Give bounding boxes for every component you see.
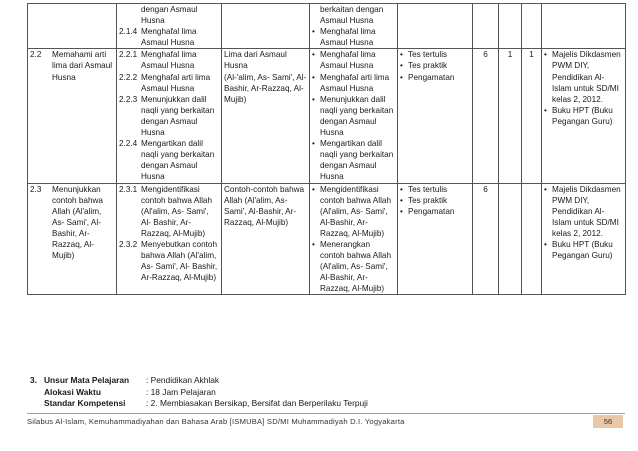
- table-row: [28, 49, 626, 183]
- item-number: [119, 4, 141, 26]
- item-number: 2.2.4: [119, 139, 138, 149]
- bullet-item: [400, 72, 470, 83]
- item-text: berkaitan dengan Asmaul Husna: [320, 5, 384, 26]
- item-text: Menghafal lima Asmaul Husna: [320, 50, 376, 71]
- material-text: Lima dari Asmaul Husna: [224, 50, 287, 71]
- time-allocation-cell: [473, 4, 499, 49]
- bullet-icon: •: [544, 105, 547, 115]
- activity-cell: [310, 183, 398, 295]
- time-allocation-cell: [499, 4, 522, 49]
- item-text: Menunjukkan dalil naqli yang berkaitan dengan Asmaul Husna: [141, 94, 215, 138]
- item-text: Menunjukkan dalil naqli yang berkaitan dengan Asmaul Husna: [320, 94, 394, 138]
- item-text: Buku HPT (Buku Pegangan Guru): [552, 105, 613, 126]
- info-label: Standar Kompetensi: [44, 398, 126, 408]
- bullet-icon: •: [312, 50, 315, 60]
- bullet-icon: •: [400, 206, 403, 216]
- bullet-icon: •: [312, 72, 315, 82]
- item-number: 2.3.1: [119, 184, 138, 194]
- info-value: : Pendidikan Akhlak: [146, 375, 220, 385]
- indicator-cell: [117, 4, 222, 49]
- table-row: [28, 183, 626, 295]
- item-number: 2.3: [30, 184, 42, 194]
- syllabus-table: [27, 3, 626, 295]
- info-number: 3.: [30, 375, 37, 385]
- item-text: Menghafal lima Asmaul Husna: [141, 27, 197, 48]
- time-allocation-cell: [499, 183, 522, 295]
- bullet-icon: •: [400, 195, 403, 205]
- item-number: 2.2: [30, 50, 42, 60]
- numbered-item: [119, 239, 219, 283]
- bullet-item: [400, 206, 470, 217]
- indicator-cell: [117, 183, 222, 295]
- time-allocation-cell: 1: [522, 49, 542, 183]
- item-number: 2.2.2: [119, 72, 138, 82]
- source-cell: [542, 4, 626, 49]
- item-text: Menghafal lima Asmaul Husna: [320, 27, 376, 48]
- numbered-item: [119, 4, 219, 26]
- competency-cell: [28, 4, 117, 49]
- info-label: Unsur Mata Pelajaran: [44, 375, 130, 385]
- item-number: 2.3.2: [119, 239, 138, 249]
- item-text: Menghafal arti lima Asmaul Husna: [320, 72, 390, 93]
- item-text: Mengidentifikasi contoh bahwa Allah (Al'alim, As- Sami', Al- Bashir, Ar-Razzaq, Al-Mujib): [141, 184, 213, 238]
- bullet-icon: •: [544, 184, 547, 194]
- numbered-item: [119, 138, 219, 182]
- bullet-item: [312, 94, 395, 138]
- bullet-icon: •: [400, 50, 403, 60]
- numbered-item: [30, 49, 114, 82]
- bullet-icon: •: [312, 27, 315, 37]
- item-text: Tes praktik: [408, 195, 448, 205]
- item-number: 2.1.4: [119, 27, 138, 37]
- assessment-cell: [398, 49, 473, 183]
- bullet-item: [544, 239, 623, 261]
- bullet-icon: •: [400, 184, 403, 194]
- page-footer: [27, 413, 625, 428]
- bullet-item: [312, 72, 395, 94]
- numbered-item: [119, 26, 219, 48]
- item-text: Memahami arti lima dari Asmaul Husna: [52, 50, 113, 82]
- info-row-competency: [30, 398, 368, 410]
- table-row: [28, 4, 626, 49]
- time-allocation-cell: 6: [473, 183, 499, 295]
- info-row-time: [30, 387, 368, 399]
- source-cell: [542, 183, 626, 295]
- item-text: Tes tertulis: [408, 184, 448, 194]
- time-allocation-cell: [522, 183, 542, 295]
- bullet-item: [544, 105, 623, 127]
- bullet-item: [312, 49, 395, 71]
- bullet-item: [544, 184, 623, 239]
- assessment-cell: [398, 183, 473, 295]
- bullet-item: [312, 4, 395, 26]
- competency-cell: [28, 183, 117, 295]
- bullet-item: [312, 239, 395, 294]
- bullet-icon: •: [312, 184, 315, 194]
- bullet-icon: •: [400, 72, 403, 82]
- numbered-item: [119, 94, 219, 138]
- material-text: Contoh-contoh bahwa Allah (Al'alim, As- Sami', Al-Bashir, Ar-Razzaq, Al-Mujib): [224, 184, 305, 227]
- activity-cell: [310, 49, 398, 183]
- indicator-cell: [117, 49, 222, 183]
- bullet-icon: •: [312, 94, 315, 104]
- item-text: Menghafal lima Asmaul Husna: [141, 50, 197, 71]
- info-label: Alokasi Waktu: [44, 386, 101, 397]
- info-row-subject: [30, 375, 368, 387]
- item-text: Mengidentifikasi contoh bahwa Allah (Al'alim, As- Sami', Al-Bashir, Ar-Razzaq, Al-Mujib): [320, 184, 392, 238]
- item-text: Majelis Dikdasmen PWM DIY, Pendidikan Al-Islam untuk SD/MI kelas 2, 2012.: [552, 50, 621, 104]
- activity-cell: [310, 4, 398, 49]
- numbered-item: [30, 184, 114, 262]
- bullet-item: [400, 60, 470, 71]
- numbered-item: [119, 49, 219, 71]
- item-text: Pengamatan: [408, 72, 455, 82]
- item-number: 2.2.3: [119, 94, 138, 104]
- item-text: Tes praktik: [408, 61, 448, 71]
- item-text: Mengartikan dalil naqli yang berkaitan dengan Asmaul Husna: [320, 139, 394, 182]
- competency-cell: [28, 49, 117, 183]
- bullet-icon: •: [312, 239, 315, 249]
- numbered-item: [119, 184, 219, 239]
- time-allocation-cell: 6: [473, 49, 499, 183]
- time-allocation-cell: [522, 4, 542, 49]
- bullet-item: [312, 138, 395, 182]
- bullet-item: [400, 195, 470, 206]
- source-cell: [542, 49, 626, 183]
- item-text: dengan Asmaul Husna: [141, 5, 198, 26]
- bullet-item: [400, 184, 470, 195]
- bullet-icon: •: [312, 139, 315, 149]
- subject-info: [30, 375, 368, 410]
- page-number: 56: [593, 415, 623, 428]
- bullet-item: [544, 49, 623, 104]
- info-value: : 2. Membiasakan Bersikap, Bersifat dan Berperilaku Terpuji: [146, 398, 368, 408]
- item-text: Buku HPT (Buku Pegangan Guru): [552, 239, 613, 261]
- item-text: Menyebutkan contoh bahwa Allah (Al'alim, As- Sami', Al- Bashir, Ar-Razzaq, Al-Mujib): [141, 239, 218, 283]
- assessment-cell: [398, 4, 473, 49]
- item-text: Menunjukkan contoh bahwa Allah (Al'alim, As- Sami', Al-Bashir, Ar-Razzaq, Al-Mujib): [52, 184, 103, 261]
- bullet-icon: •: [544, 239, 547, 249]
- numbered-item: [119, 72, 219, 94]
- item-text: Mengartikan dalil naqli yang berkaitan dengan Asmaul Husna: [141, 139, 215, 182]
- item-number: 2.2.1: [119, 50, 138, 60]
- bullet-icon: •: [544, 50, 547, 60]
- material-text: (Al-'alim, As- Sami', Al-Bashir, Ar-Razzaq, Al-Mujib): [224, 72, 307, 104]
- item-text: Tes tertulis: [408, 50, 448, 60]
- info-value: : 18 Jam Pelajaran: [146, 386, 216, 397]
- item-text: Majelis Dikdasmen PWM DIY, Pendidikan Al-Islam untuk SD/MI kelas 2, 2012.: [552, 184, 621, 238]
- material-cell: [222, 49, 310, 183]
- bullet-item: [312, 184, 395, 239]
- item-text: Pengamatan: [408, 206, 455, 216]
- material-cell: [222, 183, 310, 295]
- bullet-icon: •: [400, 61, 403, 71]
- bullet-item: [400, 49, 470, 60]
- material-cell: [222, 4, 310, 49]
- time-allocation-cell: 1: [499, 49, 522, 183]
- footer-text: Silabus Al-Islam, Kemuhammadiyahan dan Bahasa Arab [ISMUBA] SD/MI Muhammadiyah D.I. Yogyakarta: [27, 417, 405, 426]
- bullet-item: [312, 26, 395, 48]
- item-text: Menghafal arti lima Asmaul Husna: [141, 72, 211, 93]
- bullet-icon: [312, 4, 320, 26]
- item-text: Menerangkan contoh bahwa Allah (Al'alim, As- Sami', Al-Bashir, Ar-Razzaq, Al-Mujib): [320, 239, 392, 294]
